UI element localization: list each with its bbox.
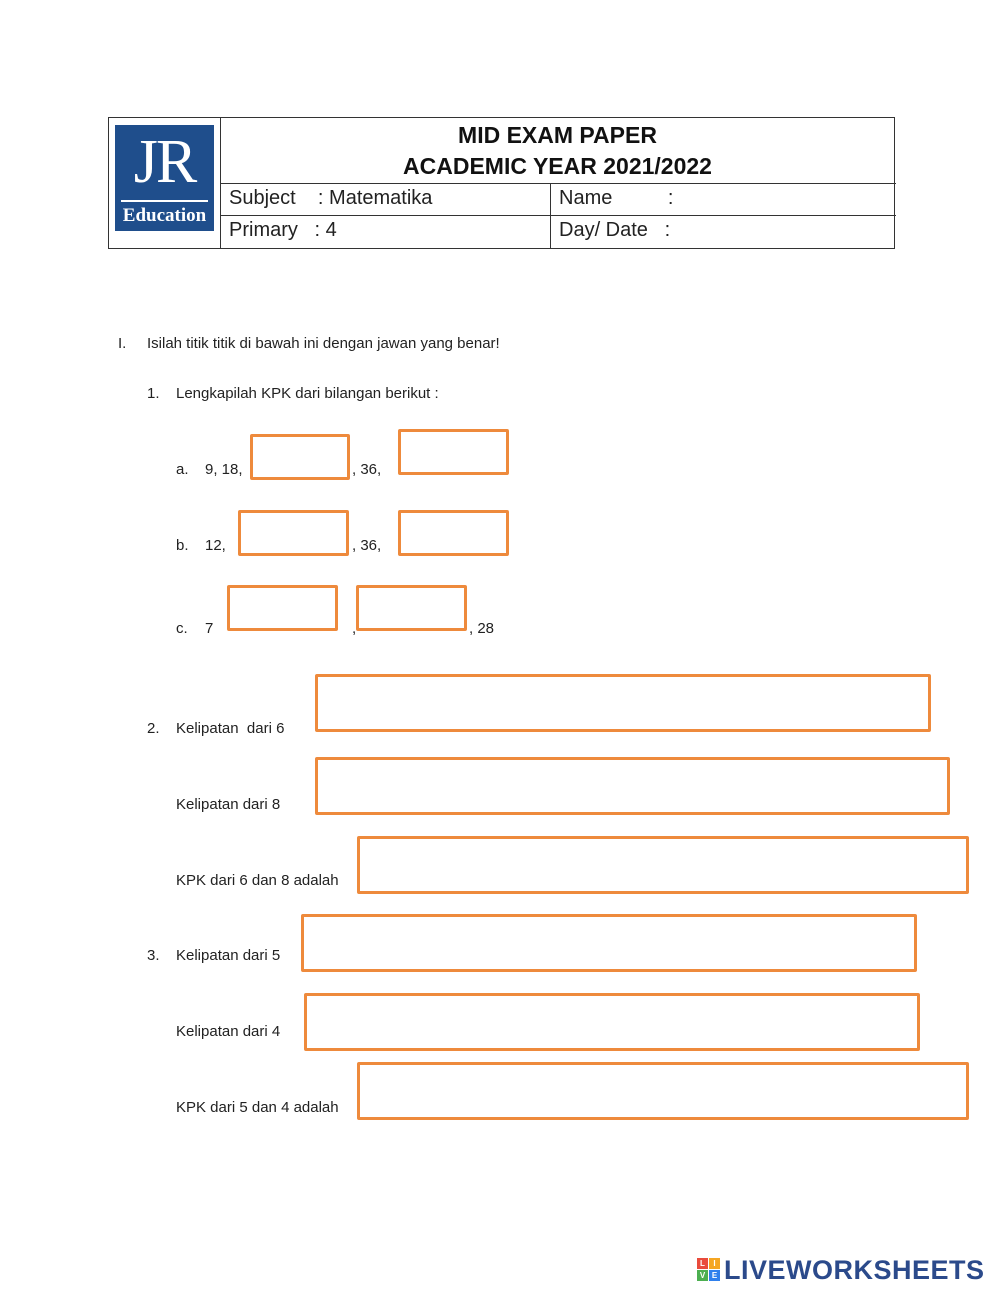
title-line-2: ACADEMIC YEAR 2021/2022 xyxy=(403,153,712,179)
badge-letter: V xyxy=(697,1270,708,1281)
title-line-1: MID EXAM PAPER xyxy=(458,122,657,148)
q3-answer-box-1[interactable] xyxy=(301,914,917,972)
jr-education-logo xyxy=(115,125,214,231)
question-3-number: 3. xyxy=(147,947,160,964)
q1c-answer-box-1[interactable] xyxy=(227,585,338,631)
q1a-answer-box-2[interactable] xyxy=(398,429,509,475)
logo-cell xyxy=(109,118,221,248)
exam-header-table xyxy=(108,117,895,249)
badge-letter: L xyxy=(697,1258,708,1269)
badge-letter: I xyxy=(709,1258,720,1269)
question-1-number: 1. xyxy=(147,385,160,402)
q2-line-3: KPK dari 6 dan 8 adalah xyxy=(176,872,339,889)
q1a-answer-box-1[interactable] xyxy=(250,434,350,480)
q3-answer-box-3[interactable] xyxy=(357,1062,969,1120)
q1c-text-middle: , xyxy=(352,620,357,637)
header-column-divider xyxy=(550,183,551,249)
q1c-text-after: , 28 xyxy=(469,620,495,637)
q1b-answer-box-1[interactable] xyxy=(238,510,349,556)
name-field[interactable]: Name : xyxy=(559,187,674,209)
exam-title xyxy=(220,118,895,182)
q1a-text-after: , 36, xyxy=(352,461,382,478)
q2-answer-box-2[interactable] xyxy=(315,757,950,815)
q1c-text-before: 7 xyxy=(205,620,214,637)
q1b-text-before: 12, xyxy=(205,537,226,554)
liveworksheets-logo-icon xyxy=(697,1258,721,1282)
q1b-answer-box-2[interactable] xyxy=(398,510,509,556)
q2-line-1: Kelipatan dari 6 xyxy=(176,720,285,737)
subject-field: Subject : Matematika xyxy=(229,187,433,209)
question-1-text: Lengkapilah KPK dari bilangan berikut : xyxy=(176,385,439,402)
q1a-label: a. xyxy=(176,461,189,478)
logo-main-text: JR xyxy=(133,128,196,196)
q2-line-2: Kelipatan dari 8 xyxy=(176,796,281,813)
section-number: I. xyxy=(118,335,127,352)
q3-line-1: Kelipatan dari 5 xyxy=(176,947,281,964)
q1b-text-after: , 36, xyxy=(352,537,382,554)
q3-line-3: KPK dari 5 dan 4 adalah xyxy=(176,1099,339,1116)
q2-answer-box-1[interactable] xyxy=(315,674,931,732)
q1a-text-before: 9, 18, xyxy=(205,461,243,478)
liveworksheets-wordmark: LIVEWORKSHEETS xyxy=(724,1255,985,1285)
section-instruction: Isilah titik titik di bawah ini dengan jawan yang benar! xyxy=(147,335,500,352)
q2-answer-box-3[interactable] xyxy=(357,836,969,894)
badge-letter: E xyxy=(709,1270,720,1281)
q1c-answer-box-2[interactable] xyxy=(356,585,467,631)
q3-answer-box-2[interactable] xyxy=(304,993,920,1051)
question-2-number: 2. xyxy=(147,720,160,737)
primary-field: Primary : 4 xyxy=(229,219,337,241)
q1b-label: b. xyxy=(176,537,189,554)
q3-line-2: Kelipatan dari 4 xyxy=(176,1023,281,1040)
q1c-label: c. xyxy=(176,620,188,637)
day-date-field[interactable]: Day/ Date : xyxy=(559,219,671,241)
logo-sub-text: Education xyxy=(122,205,207,226)
logo-divider xyxy=(121,200,208,202)
